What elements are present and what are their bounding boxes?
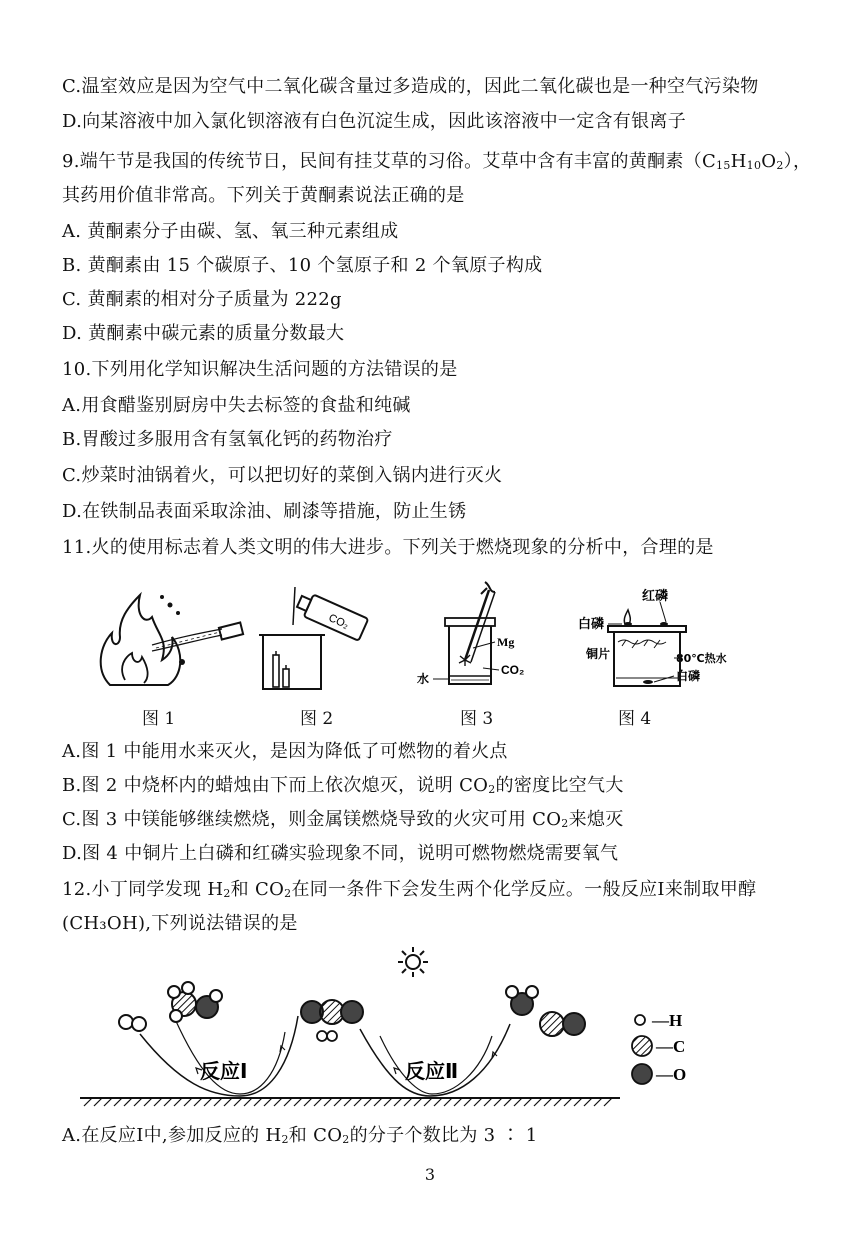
q9-option-a: A. 黄酮素分子由碳、氢、氧三种元素组成 (62, 221, 399, 242)
atom-legend (632, 1011, 686, 1084)
q9-stem-line2: 其药用价值非常高。下列关于黄酮素说法正确的是 (62, 185, 465, 206)
q11-option-a: A.图 1 中能用水来灭火，是因为降低了可燃物的着火点 (62, 741, 508, 762)
page-number: 3 (424, 1165, 436, 1184)
legend-o-label: —O (656, 1065, 687, 1084)
legend-c-atom (632, 1036, 652, 1056)
figure-4-red-phosphorus-label: 红磷 (642, 589, 669, 604)
figure-4-phosphorus-copper (578, 582, 738, 694)
reaction-2-label: 反应Ⅱ (405, 1059, 459, 1083)
legend-c-label: —C (656, 1037, 686, 1056)
q9-option-b: B. 黄酮素由 15 个碳原子、10 个氢原子和 2 个氧原子构成 (62, 255, 543, 276)
q10-option-a: A.用食醋鉴别厨房中失去标签的食盐和纯碱 (62, 395, 411, 416)
co2-molecule (301, 1000, 363, 1024)
co-molecule (540, 1012, 585, 1036)
figure-3-mg-label: Mg (497, 635, 515, 649)
q12-stem-line1: 12.小丁同学发现 $H_2$和 $CO_2$在同一条件下会发生两个化学反应。一般反应Ⅰ来制取甲醇 (62, 879, 757, 900)
q11-option-b: B.图 2 中烧杯内的蜡烛由下而上依次熄灭，说明 $CO_2$的密度比空气大 (62, 775, 624, 796)
q12-reaction-diagram (80, 944, 720, 1114)
q8-option-c: C.温室效应是因为空气中二氧化碳含量过多造成的，因此二氧化碳也是一种空气污染物 (62, 76, 759, 97)
h2o-molecule (506, 986, 538, 1015)
q10-option-c: C.炒菜时油锅着火，可以把切好的菜倒入锅内进行灭火 (62, 465, 503, 486)
figure-4-white-phosphorus-top-label: 白磷 (578, 617, 605, 632)
figure-4-white-phosphorus-bottom-label: 白磷 (676, 669, 701, 683)
figure-2-caption: 图 2 (300, 709, 334, 729)
figure-1-fire-hose (90, 585, 250, 695)
h2-molecule-small (317, 1031, 337, 1041)
q9-option-d: D. 黄酮素中碳元素的质量分数最大 (62, 323, 345, 344)
figure-2-co2-label: CO₂ (326, 611, 351, 632)
figure-4-hot-water-label: 80℃热水 (676, 652, 727, 665)
legend-o-atom (632, 1064, 652, 1084)
q11-option-d: D.图 4 中铜片上白磷和红磷实验现象不同，说明可燃物燃烧需要氧气 (62, 843, 619, 864)
q11-option-c: C.图 3 中镁能够继续燃烧，则金属镁燃烧导致的火灾可用 $CO_2$来熄灭 (62, 809, 624, 830)
methanol-molecule (168, 982, 222, 1022)
q8-option-d: D.向某溶液中加入氯化钡溶液有白色沉淀生成，因此该溶液中一定含有银离子 (62, 111, 687, 132)
figure-3-caption: 图 3 (460, 709, 494, 729)
q9-option-c: C. 黄酮素的相对分子质量为 222g (62, 289, 342, 310)
q12-stem-line2: (CH₃OH),下列说法错误的是 (62, 913, 298, 934)
figure-3-water-label: 水 (417, 672, 430, 686)
h2-molecule (119, 1015, 146, 1031)
q9-stem-line1: 9.端午节是我国的传统节日，民间有挂艾草的习俗。艾草中含有丰富的黄酮素$(C_{15}H_{10}O_2)$， (62, 151, 812, 172)
figure-3-co2-label: CO₂ (501, 663, 525, 677)
figure-4-caption: 图 4 (618, 709, 652, 729)
figure-2-beaker-co2 (255, 585, 375, 695)
q10-stem: 10.下列用化学知识解决生活问题的方法错误的是 (62, 359, 458, 380)
reaction-1-label: 反应Ⅰ (200, 1059, 248, 1083)
figure-3-mg-co2-jar (415, 580, 545, 695)
q10-option-d: D.在铁制品表面采取涂油、刷漆等措施，防止生锈 (62, 501, 467, 522)
legend-h-label: —H (652, 1011, 683, 1030)
q12-option-a: A.在反应Ⅰ中,参加反应的 $H_2$和 $CO_2$的分子个数比为 3 ∶ 1 (62, 1125, 538, 1146)
sun-icon (398, 947, 428, 977)
q10-option-b: B.胃酸过多服用含有氢氧化钙的药物治疗 (62, 429, 393, 450)
legend-h-atom (635, 1015, 645, 1025)
figure-4-copper-label: 铜片 (586, 647, 611, 661)
figure-1-caption: 图 1 (142, 709, 176, 729)
q11-stem: 11.火的使用标志着人类文明的伟大进步。下列关于燃烧现象的分析中，合理的是 (62, 537, 714, 558)
